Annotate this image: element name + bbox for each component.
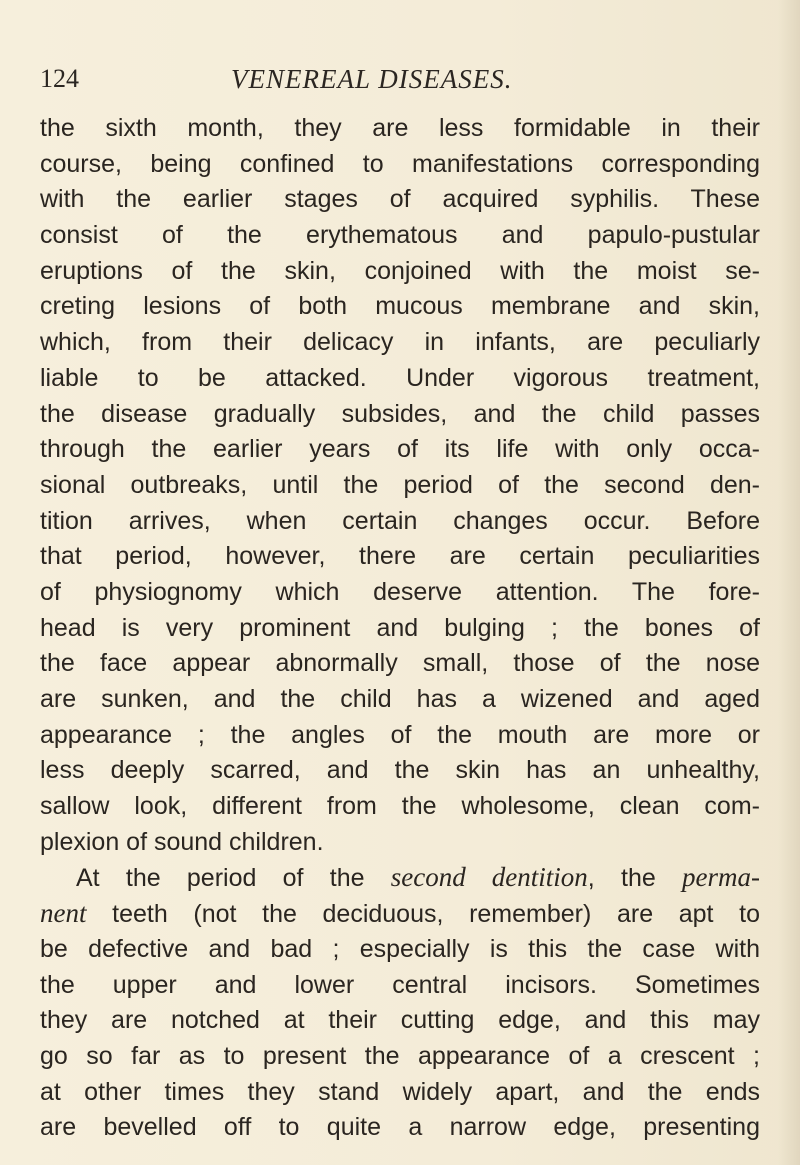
text-line: eruptions of the skin, conjoined with the moist se- xyxy=(40,256,760,285)
text-line: the disease gradually subsides, and the child passes xyxy=(40,399,760,428)
text-line: that period, however, there are certain peculiarities xyxy=(40,542,760,571)
text-run: teeth (not the deciduous, remember) are apt to xyxy=(86,900,760,929)
text-run: , the xyxy=(587,864,683,893)
text-line: with the earlier stages of acquired syphilis. These xyxy=(40,185,760,214)
text-line: the face appear abnormally small, those of the nose xyxy=(40,649,760,678)
text-line: sallow look, different from the wholesome, clean com- xyxy=(40,792,760,821)
italic-term-permanent: perma- xyxy=(682,862,760,893)
text-line: plexion of sound children. xyxy=(40,827,324,856)
text-line: which, from their delicacy in infants, are peculiarly xyxy=(40,328,760,357)
text-line: of physiognomy which deserve attention. The fore- xyxy=(40,577,760,606)
text-line: they are notched at their cutting edge, and this may xyxy=(40,1006,760,1035)
text-line xyxy=(40,896,760,932)
paragraph-2-first-line xyxy=(40,860,760,896)
text-line: less deeply scarred, and the skin has an unhealthy, xyxy=(40,756,760,785)
page-header xyxy=(40,63,760,95)
text-line: be defective and bad ; especially is this the case with xyxy=(40,934,760,963)
text-line: liable to be attacked. Under vigorous treatment, xyxy=(40,363,760,392)
text-line: are bevelled off to quite a narrow edge, presenting xyxy=(40,1113,760,1142)
text-line: at other times they stand widely apart, and the ends xyxy=(40,1077,760,1106)
text-line: the upper and lower central incisors. Sometimes xyxy=(40,970,760,999)
text-line: tition arrives, when certain changes occur. Before xyxy=(40,506,760,535)
text-line: go so far as to present the appearance of a crescent ; xyxy=(40,1041,760,1070)
body-text xyxy=(40,111,760,1146)
text-line: creting lesions of both mucous membrane and skin, xyxy=(40,292,760,321)
italic-term-second-dentition: second dentition xyxy=(390,862,588,893)
text-line: sional outbreaks, until the period of the second den- xyxy=(40,470,760,499)
running-head: VENEREAL DISEASES. xyxy=(231,64,513,94)
text-line: head is very prominent and bulging ; the bones of xyxy=(40,613,760,642)
page-number: 124 xyxy=(40,64,79,93)
text-line: appearance ; the angles of the mouth are more or xyxy=(40,720,760,749)
text-run: At the period of the xyxy=(76,864,391,893)
text-line: course, being confined to manifestations corresponding xyxy=(40,149,760,178)
text-line: are sunken, and the child has a wizened and aged xyxy=(40,685,760,713)
text-line: consist of the erythematous and papulo-pustular xyxy=(40,221,760,250)
italic-term-permanent-cont: nent xyxy=(40,898,87,929)
page-edge-shadow xyxy=(778,0,800,1165)
text-line: through the earlier years of its life with only occa- xyxy=(40,435,760,464)
text-line: the sixth month, they are less formidable in their xyxy=(40,114,760,142)
